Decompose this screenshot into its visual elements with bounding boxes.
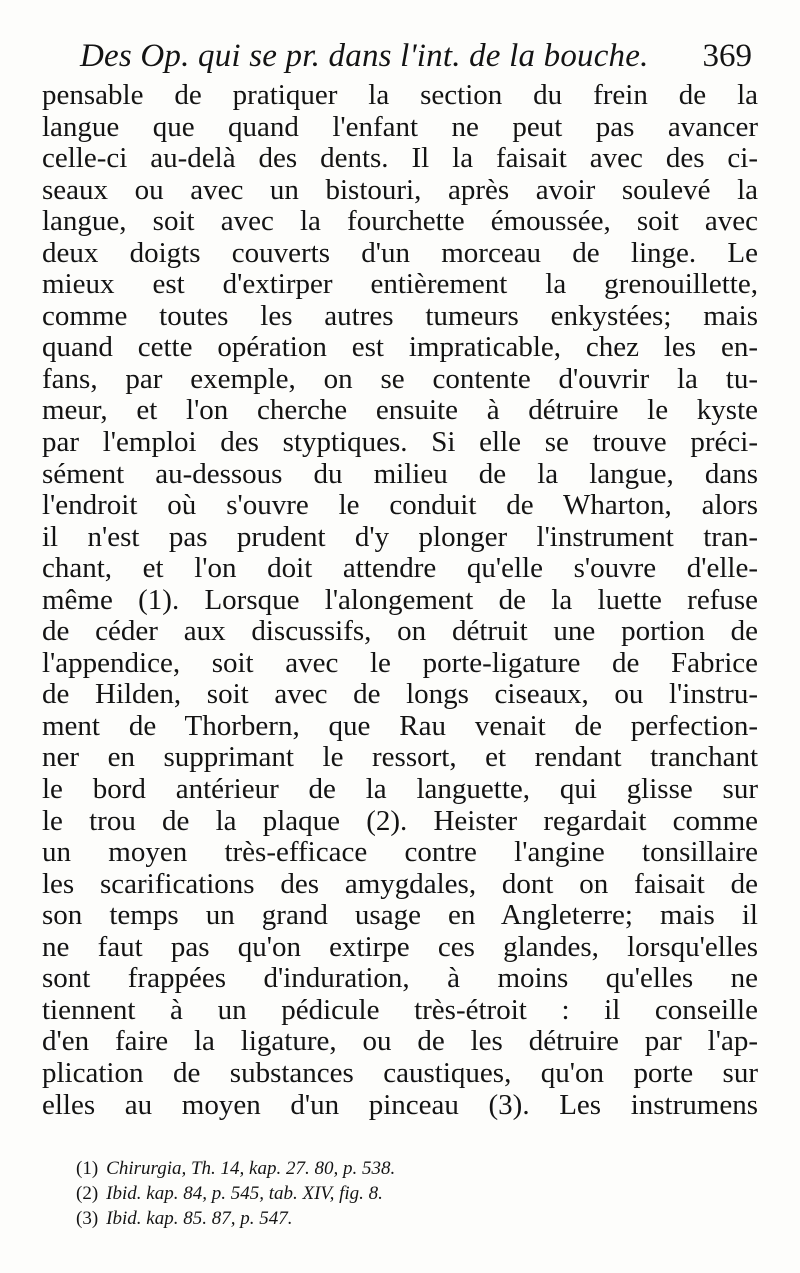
footnote-text: Ibid. kap. 84, p. 545, tab. XIV, fig. 8.	[106, 1183, 383, 1204]
body-text	[42, 80, 758, 1121]
footnote	[76, 1206, 636, 1231]
footnote	[76, 1181, 636, 1206]
footnote	[76, 1156, 636, 1181]
text-line: langue, soit avec la fourchette émoussée, soit avec	[42, 205, 758, 238]
text-line: l'appendice, soit avec le porte-ligature de Fabrice	[42, 646, 758, 679]
footnote-mark: (2)	[76, 1183, 99, 1204]
running-title: Des Op. qui se pr. dans l'int. de la bouche.	[80, 38, 649, 74]
text-line: de Hilden, soit avec de longs ciseaux, ou l'instru-	[42, 678, 758, 711]
page-number: 369	[702, 38, 752, 74]
text-line: tiennent à un pédicule très-étroit : il conseille	[42, 993, 758, 1026]
text-line: par l'emploi des styptiques. Si elle se trouve préci-	[42, 426, 758, 459]
footnotes	[76, 1156, 636, 1231]
text-line: langue que quand l'enfant ne peut pas avancer	[42, 110, 758, 143]
text-line: celle-ci au-delà des dents. Il la faisait avec des ci-	[42, 142, 758, 175]
text-line: sont frappées d'induration, à moins qu'elles ne	[42, 962, 758, 995]
text-line: d'en faire la ligature, ou de les détruire par l'ap-	[42, 1025, 758, 1058]
footnote-mark: (3)	[76, 1208, 99, 1229]
text-line: ner en supprimant le ressort, et rendant tranchant	[42, 741, 758, 774]
text-line: quand cette opération est impraticable, chez les en-	[42, 331, 758, 364]
text-line: comme toutes les autres tumeurs enkystées; mais	[42, 299, 758, 332]
text-line: ment de Thorbern, que Rau venait de perfection-	[42, 709, 758, 742]
text-line: le trou de la plaque (2). Heister regardait comme	[42, 804, 758, 837]
footnote-text: Chirurgia, Th. 14, kap. 27. 80, p. 538.	[106, 1158, 396, 1179]
footnote-text: Ibid. kap. 85. 87, p. 547.	[106, 1208, 293, 1229]
text-line: fans, par exemple, on se contente d'ouvrir la tu-	[42, 362, 758, 395]
text-line: mieux est d'extirper entièrement la grenouillette,	[42, 268, 758, 301]
text-line: plication de substances caustiques, qu'on porte sur	[42, 1056, 758, 1089]
text-line: elles au moyen d'un pinceau (3). Les instrumens	[42, 1088, 758, 1121]
text-line: deux doigts couverts d'un morceau de linge. Le	[42, 236, 758, 269]
text-line: le bord antérieur de la languette, qui glisse sur	[42, 773, 758, 806]
footnote-mark: (1)	[76, 1158, 99, 1179]
text-line: pensable de pratiquer la section du frein de la	[42, 79, 758, 111]
text-line: un moyen très-efficace contre l'angine tonsillaire	[42, 836, 758, 869]
text-line: l'endroit où s'ouvre le conduit de Wharton, alors	[42, 489, 758, 522]
text-line: ne faut pas qu'on extirpe ces glandes, lorsqu'elles	[42, 930, 758, 963]
text-line: seaux ou avec un bistouri, après avoir soulevé la	[42, 173, 758, 206]
text-line: meur, et l'on cherche ensuite à détruire le kyste	[42, 394, 758, 427]
text-line: de céder aux discussifs, on détruit une portion de	[42, 615, 758, 648]
text-line: chant, et l'on doit attendre qu'elle s'ouvre d'elle-	[42, 552, 758, 585]
text-line: son temps un grand usage en Angleterre; mais il	[42, 899, 758, 932]
text-line: sément au-dessous du milieu de la langue, dans	[42, 457, 758, 490]
text-line: les scarifications des amygdales, dont on faisait de	[42, 867, 758, 900]
text-line: même (1). Lorsque l'alongement de la luette refuse	[42, 583, 758, 616]
text-line: il n'est pas prudent d'y plonger l'instrument tran-	[42, 520, 758, 553]
